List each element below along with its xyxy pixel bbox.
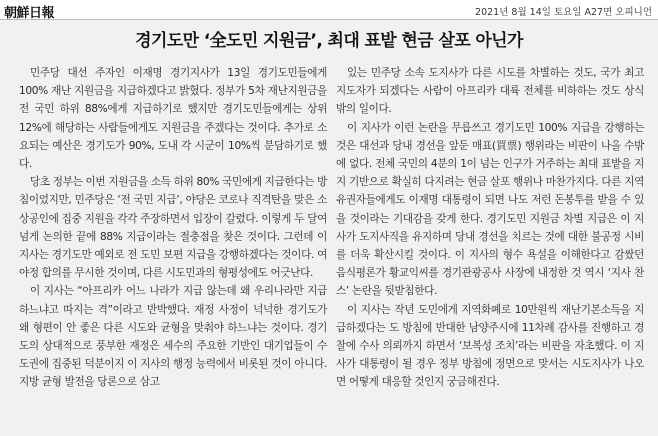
paragraph: 있는 민주당 소속 도지사가 다른 시도를 차별하는 것도, 국가 최고 지도자가 되겠다는 사람이 아프리카 대륙 전체를 비하하는 것도 상식 밖의 일이다. [336,67,644,116]
paragraph: 민주당 대선 주자인 이재명 경기지사가 13일 경기도민들에게 100% 재난 지원금을 지급하겠다고 밝혔다. 정부가 5차 재난지원금을 전 국민 하위 88%에게 지급하기로 했지만 경기도민들에게는 상위 12%에 해당하는 사람들에게도 지원금을 주겠다는 것이다. 추가로 소요되는 예산은 경기도가 90%, 도내 각 시군이 10%씩 분담하기로 했다. [19,67,327,171]
paragraph: 이 지사는 작년 도민에게 지역화폐로 10만원씩 재난기본소득을 지급하겠다는 도 방침에 반대한 남양주시에 11차례 감사를 진행하고 경찰에 수사 의뢰까지 하면서 ‘보복성 조치’라는 비판을 자초했다. 이 지사가 대통령이 될 경우 정부 방침에 정면으로 맞서는 시도지사가 나오면 어떻게 대응할 것인지 궁금해진다. [336,303,644,389]
paragraph: 당초 정부는 이번 지원금을 소득 하위 80% 국민에게 지급한다는 방침이었지만, 민주당은 ‘전 국민 지급’, 야당은 코로나 직격탄을 맞은 소상공인에 집중 지원을 각각 주장하면서 입장이 갈렸다. 이렇게 두 달여 넘게 논의한 끝에 88% 지급이라는 절충점을 찾은 것이다. 그런데 이 지사는 경기도만 예외로 전 도민 보편 지급을 강행하겠다는 것이다. 여야정 합의를 무시한 것이며, 다른 시도민과의 형평성에도 어긋난다. [19,176,327,280]
editorial-headline: 경기도만 ‘全도민 지원금’, 최대 표밭 현금 살포 아닌가 [135,31,523,51]
article-column-left [19,64,327,392]
newspaper-logo: 朝鮮日報 [4,6,55,21]
paragraph: 이 지사가 이런 논란을 무릅쓰고 경기도민 100% 지급을 강행하는 것은 대선과 당내 경선을 앞둔 매표(買票) 행위라는 비판이 나올 수밖에 없다. 전체 국민의 4분의 1이 넘는 인구가 거주하는 최대 표밭을 지지 기반으로 확실히 다지려는 현금 살포 행위나 마찬가지다. 다른 지역 유권자들에게도 이재명 대통령이 되면 나도 저런 돈봉투를 받을 수 있을 것이라는 기대감을 갖게 한다. 경기도민 지원금 차별 지급은 이 지사가 도지사직을 유지하며 당내 경선을 치르는 것에 대한 불공정 시비를 더욱 확산시킬 것이다. 이 지사의 형수 욕설을 이해한다고 감쌌던 음식평론가 황교익씨를 경기관광공사 사장에 내정한 것 역시 ‘지사 찬스’ 논란을 뒷받침한다. [336,121,644,298]
article-column-right [336,64,644,392]
dateline: 2021년 8월 14일 토요일 A27면 오피니언 [475,7,652,18]
paragraph: 이 지사는 “아프리카 어느 나라가 지급 않는데 왜 우리나라만 지급하느냐고 따지는 격”이라고 반박했다. 재정 사정이 넉넉한 경기도가 왜 형편이 안 좋은 다른 시도와 균형을 맞춰야 하느냐는 것이다. 경기도의 상대적으로 풍부한 재정은 세수의 주요한 기반인 대기업들이 수도권에 집중된 덕분이지 이 지사의 행정 능력에서 비롯된 것이 아니다. 지방 균형 발전을 당론으로 삼고 [19,285,327,389]
masthead [0,0,658,20]
